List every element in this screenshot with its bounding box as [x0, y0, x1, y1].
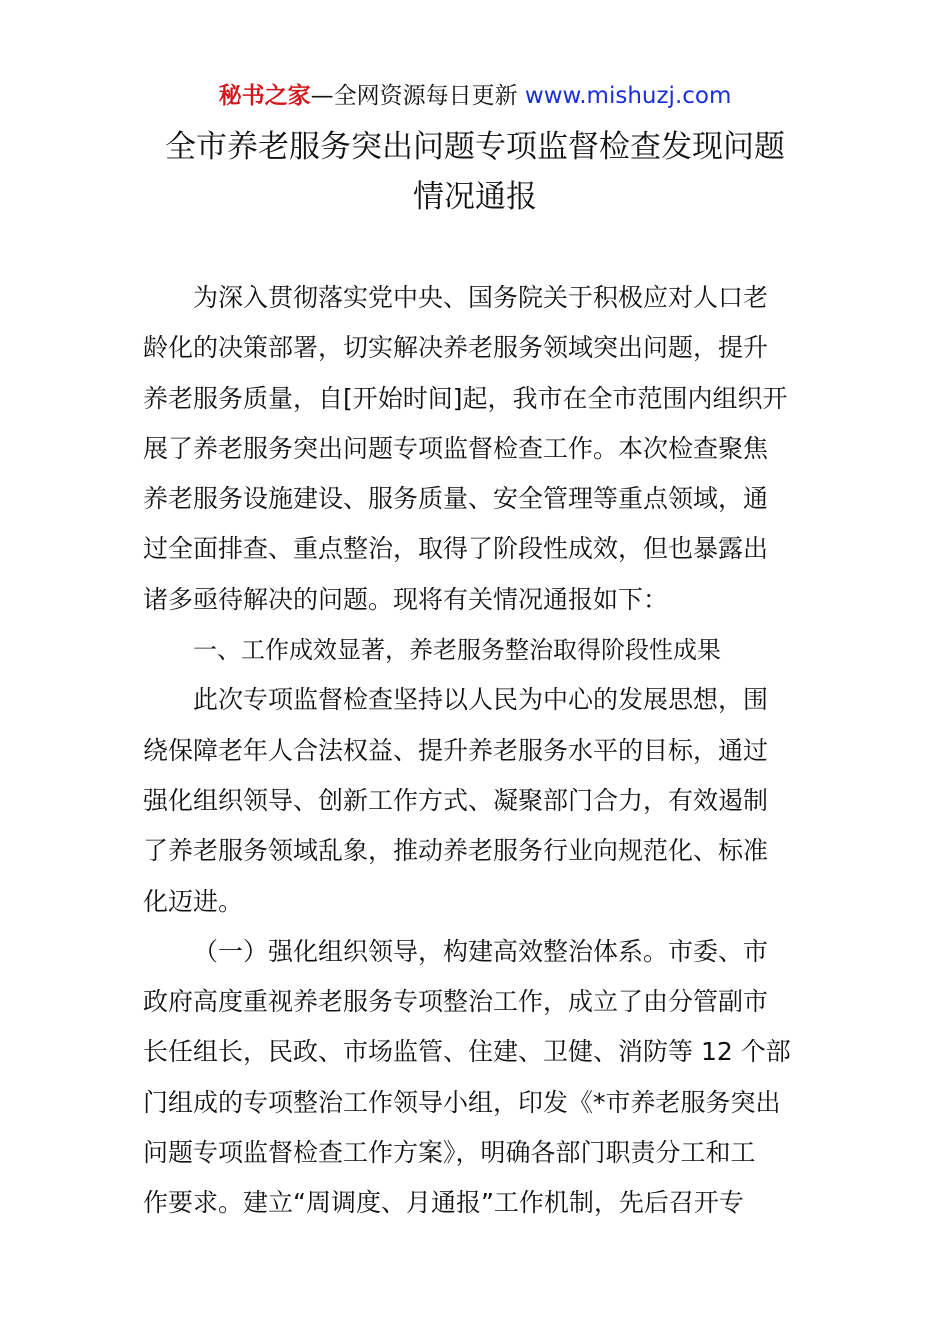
- document-body: [143, 273, 813, 1229]
- section-heading: 一、工作成效显著，养老服务整治取得阶段性成果: [193, 636, 721, 665]
- paragraph-line: 展了养老服务突出问题专项监督检查工作。本次检查聚焦: [143, 433, 769, 463]
- paragraph-line: 了养老服务领域乱象，推动养老服务行业向规范化、标准: [143, 836, 769, 866]
- paragraph-line: （一）强化组织领导，构建高效整治体系。市委、市: [193, 936, 769, 966]
- paragraph-line: 化迈进。: [143, 886, 244, 916]
- paragraph-line: 养老服务质量，自[开始时间]起，我市在全市范围内组织开: [143, 383, 788, 413]
- paragraph-line: 政府高度重视养老服务专项整治工作，成立了由分管副市: [143, 987, 769, 1017]
- paragraph-line: 问题专项监督检查工作方案》，明确各部门职责分工和工: [143, 1138, 756, 1168]
- site-header: [0, 80, 950, 112]
- paragraph-line: 龄化的决策部署，切实解决养老服务领域突出问题，提升: [143, 333, 769, 363]
- paragraph-line: 诸多亟待解决的问题。现将有关情况通报如下：: [143, 584, 669, 614]
- paragraph-line: 养老服务设施建设、服务质量、安全管理等重点领域，通: [143, 484, 769, 514]
- paragraph-line: 此次专项监督检查坚持以人民为中心的发展思想，围: [193, 685, 769, 715]
- paragraph-line: 为深入贯彻落实党中央、国务院关于积极应对人口老: [193, 283, 769, 312]
- paragraph-line: 门组成的专项整治工作领导小组，印发《*市养老服务突出: [143, 1087, 781, 1117]
- paragraph-line: 强化组织领导、创新工作方式、凝聚部门合力，有效遏制: [143, 785, 769, 815]
- paragraph-line: 绕保障老年人合法权益、提升养老服务水平的目标，通过: [143, 735, 769, 765]
- paragraph-line: 过全面排查、重点整治，取得了阶段性成效，但也暴露出: [143, 534, 769, 564]
- document-title: [120, 122, 830, 222]
- site-url-link[interactable]: www.mishuzj.com: [524, 83, 732, 109]
- paragraph-line: 长任组长，民政、市场监管、住建、卫健、消防等 12 个部: [143, 1037, 791, 1067]
- title-line-1: 全市养老服务突出问题专项监督检查发现问题: [165, 129, 785, 165]
- header-tagline: —全网资源每日更新: [310, 83, 525, 109]
- title-line-2: 情况通报: [413, 179, 537, 215]
- paragraph-line: 作要求。建立“周调度、月通报”工作机制，先后召开专: [143, 1188, 744, 1218]
- brand-name: 秘书之家: [218, 83, 311, 109]
